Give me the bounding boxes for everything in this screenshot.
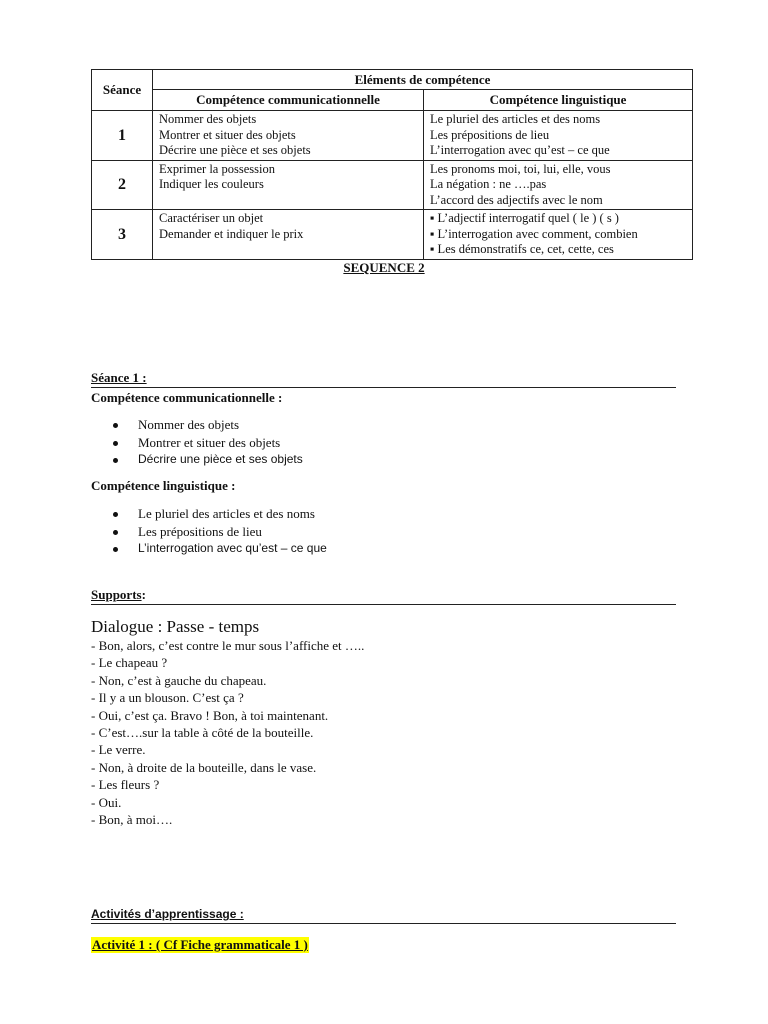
table-header-ling: Compétence linguistique — [424, 90, 693, 111]
cell-line: Les pronoms moi, toi, lui, elle, vous — [430, 161, 611, 176]
cell-line: Indiquer les couleurs — [159, 177, 264, 191]
dialogue-lines — [91, 637, 364, 828]
activites-heading-row — [91, 907, 676, 924]
cell-line: Les prépositions de lieu — [430, 127, 550, 142]
table-row — [92, 210, 693, 260]
dialogue-line: - Bon, à moi…. — [91, 811, 173, 827]
dialogue-line: - Il y a un blouson. C’est ça ? — [91, 690, 244, 706]
list-item: Montrer et situer des objets — [111, 434, 303, 452]
ling-heading: Compétence linguistique : — [91, 478, 236, 493]
competence-table — [91, 69, 693, 260]
seance-number: 3 — [92, 210, 153, 260]
dialogue-line: - Les fleurs ? — [91, 777, 160, 793]
dialogue-line: - Oui. — [91, 794, 122, 810]
sequence-title: SEQUENCE 2 — [343, 260, 425, 275]
supports-heading-row — [91, 587, 676, 605]
comm-heading: Compétence communicationnelle : — [91, 390, 283, 405]
cell-line: ▪ L’adjectif interrogatif quel ( le ) ( s ) — [430, 211, 619, 225]
cell-line: L’accord des adjectifs avec le nom — [430, 192, 603, 207]
seance-number: 2 — [92, 160, 153, 210]
cell-line: ▪ L’interrogation avec comment, combien — [430, 226, 638, 241]
cell-line: Le pluriel des articles et des noms — [430, 112, 601, 126]
dialogue-line: - Le verre. — [91, 742, 146, 758]
table-row — [92, 160, 693, 210]
seance1-heading-row — [91, 370, 676, 388]
ling-list — [111, 505, 327, 558]
comm-cell — [153, 160, 424, 210]
activites-heading: Activités d’apprentissage : — [91, 907, 244, 921]
ling-cell — [424, 210, 693, 260]
supports-heading: Supports — [91, 587, 142, 602]
cell-line: Nommer des objets — [159, 112, 257, 126]
dialogue-line: - Le chapeau ? — [91, 655, 168, 671]
dialogue-line: - Oui, c’est ça. Bravo ! Bon, à toi maintenant. — [91, 707, 329, 723]
dialogue-line: - C’est….sur la table à côté de la bouteille. — [91, 724, 314, 740]
dialogue-line: - Non, à droite de la bouteille, dans le vase. — [91, 759, 317, 775]
list-item: Nommer des objets — [111, 416, 303, 434]
cell-line: Décrire une pièce et ses objets — [159, 143, 311, 157]
table-header-elements: Eléments de compétence — [153, 70, 693, 90]
list-item: Le pluriel des articles et des noms — [111, 505, 327, 523]
cell-line: Exprimer la possession — [159, 161, 275, 176]
cell-line: Demander et indiquer le prix — [159, 226, 304, 241]
cell-line: Montrer et situer des objets — [159, 127, 296, 142]
table-header-seance: Séance — [92, 70, 153, 111]
dialogue-line: - Bon, alors, c’est contre le mur sous l’affiche et ….. — [91, 638, 365, 653]
list-item: L’interrogation avec qu’est – ce que — [111, 540, 327, 558]
table-row — [92, 111, 693, 161]
dialogue-title: Dialogue : Passe - temps — [91, 617, 260, 636]
activite1-heading: Activité 1 : ( Cf Fiche grammaticale 1 ) — [92, 937, 308, 952]
cell-line: Caractériser un objet — [159, 211, 264, 225]
ling-cell — [424, 111, 693, 161]
dialogue-line: - Non, c’est à gauche du chapeau. — [91, 672, 267, 688]
comm-cell — [153, 210, 424, 260]
ling-cell — [424, 160, 693, 210]
list-item: Décrire une pièce et ses objets — [111, 451, 303, 469]
comm-list — [111, 416, 303, 469]
cell-line: La négation : ne ….pas — [430, 177, 547, 191]
cell-line: L’interrogation avec qu’est – ce que — [430, 143, 610, 157]
comm-cell — [153, 111, 424, 161]
supports-colon: : — [141, 587, 146, 602]
table-header-comm: Compétence communicationnelle — [153, 90, 424, 111]
cell-line: ▪ Les démonstratifs ce, cet, cette, ces — [430, 242, 614, 256]
seance1-heading: Séance 1 : — [91, 370, 147, 385]
seance-number: 1 — [92, 111, 153, 161]
list-item: Les prépositions de lieu — [111, 523, 327, 541]
